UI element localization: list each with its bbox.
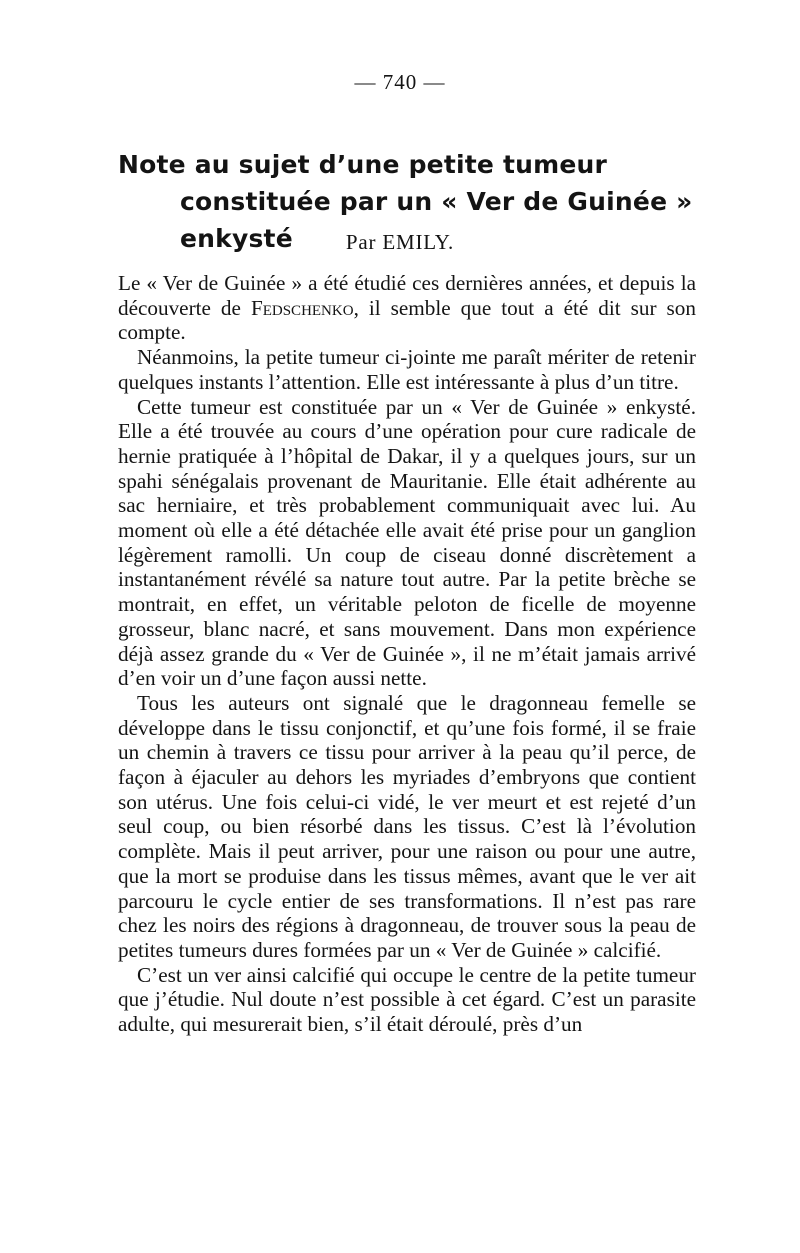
article-title-line-2: constituée par un « Ver de Guinée » enkysté (180, 187, 693, 253)
paragraph-text: , il semble que tout a été dit sur son compte. (118, 295, 696, 345)
paragraph (118, 271, 696, 345)
paragraph: Néanmoins, la petite tumeur ci-jointe me paraît mériter de retenir quelques instants l’attention. Elle est intéressante à plus d’un titre. (118, 345, 696, 394)
author-byline: Par EMILY. (345, 230, 455, 254)
article-title-line-1: Note au sujet d’une petite tumeur (118, 150, 608, 179)
paragraph: C’est un ver ainsi calcifié qui occupe le centre de la petite tumeur que j’étudie. Nul doute n’est possible à cet égard. C’est un parasite adulte, qui mesurerait bien, s’il était déroulé, près d’un (118, 962, 696, 1037)
page-number: — 740 — (354, 70, 446, 94)
article-body (118, 271, 696, 1037)
author-name-fedschenko: Fedschenko (250, 295, 354, 320)
paragraph-text: Le « Ver de Guinée » a été étudié ces dernières années, et depuis la découverte de (118, 271, 696, 320)
paragraph: Cette tumeur est constituée par un « Ver de Guinée » enkysté. Elle a été trouvée au cours d’une opération pour cure radicale de hernie pratiquée à l’hôpital de Dakar, il y a quelques jours, sur un spahi sénégalais provenant de Mauritanie. Elle était adhérente au sac herniaire, et très probablement communiquait avec lui. Au moment où elle a été détachée elle avait été prise pour un ganglion légèrement ramolli. Un coup de ciseau donné discrètement a instantanément révélé sa nature tout autre. Par la petite brèche se montrait, en effet, un véritable peloton de ficelle de moyenne grosseur, blanc nacré, et sans mouvement. Dans mon expérience déjà assez grande du « Ver de Guinée », il ne m’était jamais arrivé d’en voir un d’une façon aussi nette. (118, 394, 696, 691)
paragraph: Tous les auteurs ont signalé que le dragonneau femelle se développe dans le tissu conjonctif, et qu’une fois formé, il se fraie un chemin à travers ce tissu pour arriver à la peau qu’il perce, de façon à éjaculer au dehors les myriades d’embryons que contient son utérus. Une fois celui-ci vidé, le ver meurt et est rejeté d’un seul coup, ou bien résorbé dans les tissus. C’est là l’évolution complète. Mais il peut arriver, pour une raison ou pour une autre, que la mort se produise dans les tissus mêmes, avant que le ver ait parcouru le cycle entier de ses transformations. Il n’est pas rare chez les noirs des régions à dragonneau, de trouver sous la peau de petites tumeurs dures formées par un « Ver de Guinée » calcifié. (118, 690, 696, 962)
